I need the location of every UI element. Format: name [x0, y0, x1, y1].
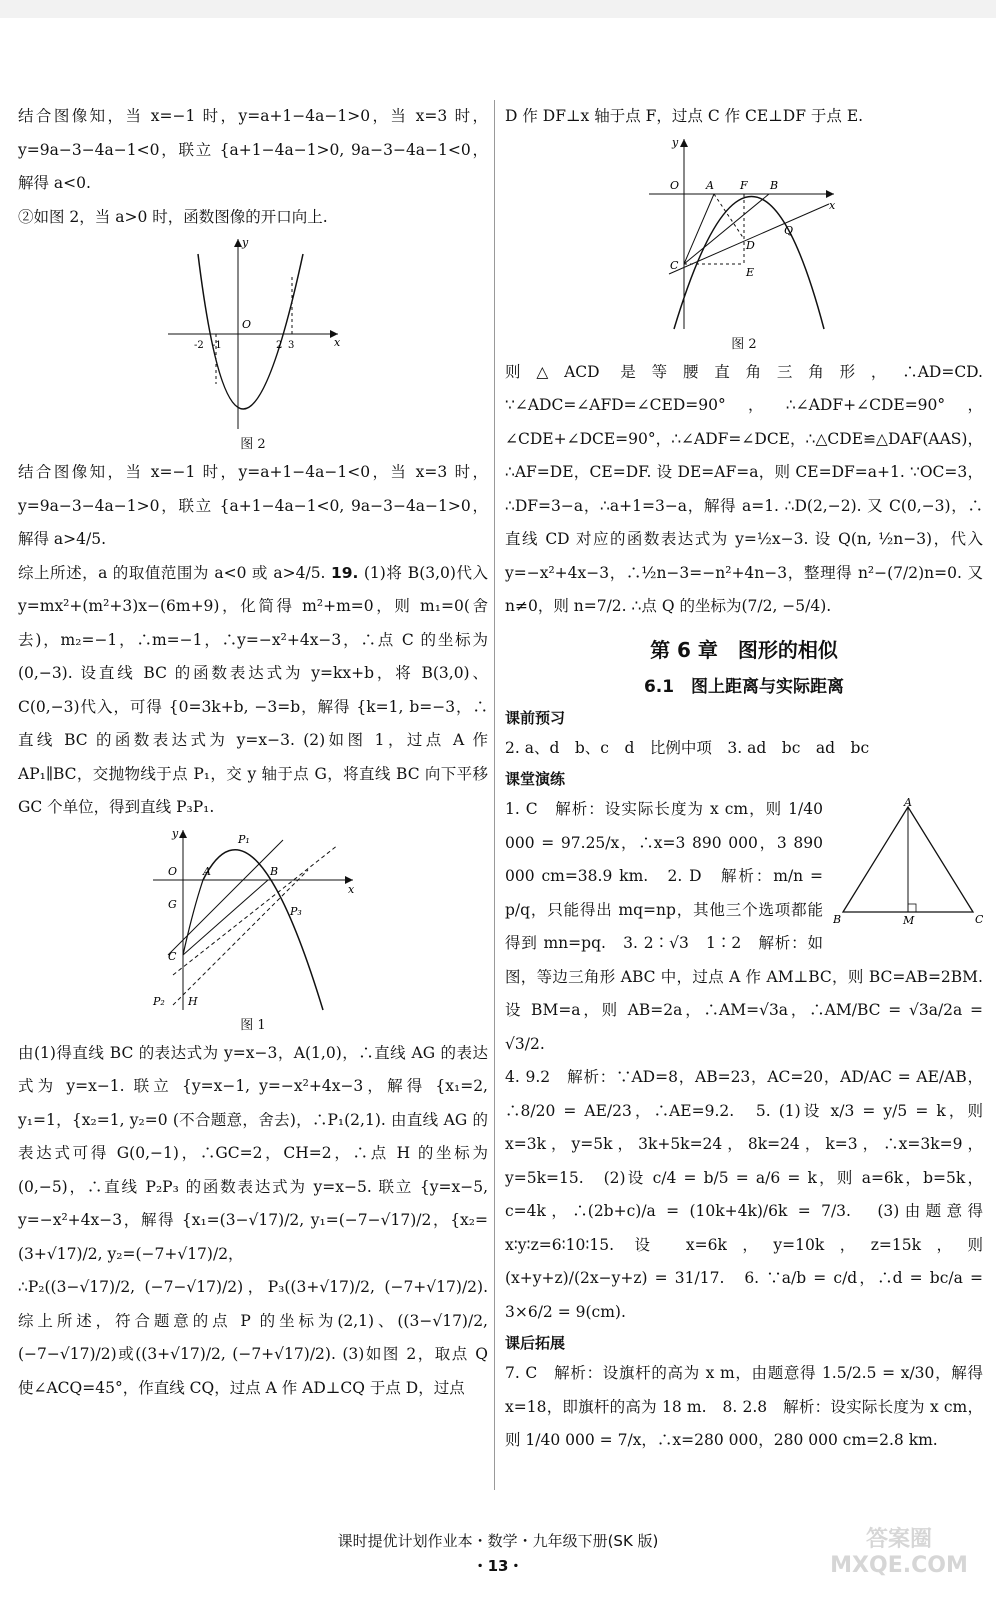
- parabola-figure-1: [148, 825, 358, 1015]
- class-practice-heading: 课堂演练: [505, 770, 566, 788]
- right-figure-2-caption: 图 2: [731, 336, 757, 352]
- pre-study-answers: 2. a、d b、c d 比例中项 3. ad bc ad bc: [505, 738, 870, 757]
- svg-text:P₃: P₃: [290, 904, 302, 918]
- svg-text:2: 2: [276, 340, 283, 351]
- footer-book-title: 课时提优计划作业本・数学・九年级下册(SK 版): [337, 1532, 659, 1550]
- watermark-logo: 答案圈 MXQE.COM: [830, 1527, 968, 1578]
- class-practice-answers-1: 1. C 解析：设实际长度为 x cm，则 1/40 000 = 97.25/x，∴x=3 890 000，3 890 000 cm=38.9 km. 2. D 解析：m/n = p/q，只能得出 mq=np，其他三个选项都能得到 mn=pq. 3. 2∶√3 1∶2 解析：如图，等边三角形 ABC 中，过点 A 作 AM⊥BC，则 BC=AB=2BM. 设 BM=a，则 AB=2a，∴AM=√3a，∴AM/BC = √3a/2a = √3/2.: [505, 800, 983, 1053]
- svg-text:P₂: P₂: [153, 994, 165, 1008]
- svg-text:D: D: [746, 238, 755, 252]
- svg-text:O: O: [670, 178, 680, 192]
- svg-text:A: A: [203, 864, 211, 878]
- svg-text:B: B: [833, 913, 842, 926]
- svg-text:M: M: [903, 914, 915, 927]
- left-paragraph-2: ②如图 2，当 a>0 时，函数图像的开口向上.: [18, 207, 328, 226]
- after-class-answers: 7. C 解析：设旗杆的高为 x m，由题意得 1.5/2.5 = x/30，解得 x=18，即旗杆的高为 18 m. 8. 2.8 解析：设实际长度为 x cm，则 1/40 000 = 7/x，∴x=280 000，280 000 cm=2.8 km.: [505, 1364, 983, 1449]
- left-paragraph-5: 由(1)得直线 BC 的表达式为 y=x−3，A(1,0)，∴直线 AG 的表达式为 y=x−1. 联立 {y=x−1, y=−x²+4x−3，解得 {x₁=2, y₁=1，{x₂=1, y₂=0 (不合题意，舍去)，∴P₁(2,1). 由直线 AG 的表达式可得 G(0,−1)，∴GC=2，CH=2，∴点 H 的坐标为(0,−5)，∴直线 P₂P₃ 的函数表达式为 y=x−5. 联立 {y=x−5, y=−x²+4x−3，解得 {x₁=(3−√17)/2, y₁=(−7−√17)/2，{x₂=(3+√17)/2, y₂=(−7+√17)/2，: [18, 1043, 488, 1263]
- svg-text:P₁: P₁: [238, 832, 250, 846]
- equilateral-triangle-figure: [833, 797, 983, 927]
- upward-parabola-figure: [158, 234, 348, 434]
- top-edge: [0, 0, 996, 18]
- chapter-title: 第 6 章 图形的相似: [650, 637, 838, 662]
- svg-text:F: F: [740, 178, 748, 192]
- right-paragraph-2: 则△ACD 是等腰直角三角形，∴AD=CD. ∵∠ADC=∠AFD=∠CED=90°，∴∠ADF+∠CDE=90°，∠CDE+∠DCE=90°，∴∠ADF=∠DCE，∴△CDE≌△DAF(AAS)，∴AF=DE，CE=DF. 设 DE=AF=a，则 CE=DF=a+1. ∵OC=3，∴DF=3−a，∴a+1=3−a，解得 a=1. ∴D(2,−2). 又 C(0,−3)，∴直线 CD 对应的函数表达式为 y=½x−3. 设 Q(n, ½n−3)，代入 y=−x²+4x−3，∴½n−3=−n²+4n−3，整理得 n²−(7/2)n=0. 又 n≠0，则 n=7/2. ∴点 Q 的坐标为(7/2, −5/4).: [505, 362, 983, 615]
- svg-text:C: C: [975, 913, 983, 926]
- left-paragraph-4: [18, 557, 488, 825]
- left-figure-2-caption: 图 2: [240, 437, 266, 452]
- svg-text:x: x: [334, 336, 341, 349]
- svg-text:Q: Q: [784, 223, 794, 237]
- svg-text:C: C: [168, 949, 177, 963]
- pre-study-heading: 课前预习: [505, 708, 566, 727]
- left-paragraph-6: ∴P₂((3−√17)/2, (−7−√17)/2)，P₃((3+√17)/2, (−7+√17)/2). 综上所述，符合题意的点 P 的坐标为(2,1)、((3−√17)/2, (−7−√17)/2)或((3+√17)/2, (−7+√17)/2). (3)如图 2，取点 Q 使∠ACQ=45°，作直线 CQ，过点 A 作 AD⊥CQ 于点 D，过点: [18, 1278, 488, 1397]
- svg-text:-2: -2: [194, 340, 204, 351]
- question-19-number: 19.: [330, 563, 359, 582]
- column-divider: [494, 100, 495, 1490]
- page-number: ・13・: [472, 1557, 524, 1575]
- svg-text:B: B: [270, 864, 279, 878]
- left-column: [18, 100, 488, 1405]
- left-paragraph-3: 结合图像知，当 x=−1 时，y=a+1−4a−1<0，当 x=3 时，y=9a−3−4a−1>0，联立 {a+1−4a−1<0, 9a−3−4a−1>0，解得 a>4/5.: [18, 463, 488, 548]
- svg-text:y: y: [672, 135, 679, 149]
- svg-text:B: B: [770, 178, 779, 192]
- svg-text:H: H: [188, 994, 198, 1008]
- svg-text:x: x: [348, 882, 355, 896]
- svg-text:3: 3: [288, 340, 295, 351]
- left-paragraph-1: 结合图像知，当 x=−1 时，y=a+1−4a−1>0，当 x=3 时，y=9a−3−4a−1<0，联立 {a+1−4a−1>0, 9a−3−4a−1<0，解得 a<0.: [18, 107, 488, 192]
- svg-text:O: O: [168, 864, 178, 878]
- svg-text:A: A: [706, 178, 714, 192]
- svg-text:y: y: [242, 236, 249, 249]
- parabola-figure-2-right: [644, 134, 844, 334]
- after-class-heading: 课后拓展: [505, 1334, 566, 1352]
- svg-text:-1: -1: [212, 340, 222, 351]
- right-column: [505, 100, 983, 1458]
- svg-text:C: C: [670, 258, 679, 272]
- svg-text:E: E: [746, 265, 755, 279]
- left-figure-1-caption: 图 1: [240, 1017, 266, 1033]
- class-practice-answers-2: 4. 9.2 解析：∵AD=8，AB=23，AC=20，AD/AC = AE/AB，∴8/20 = AE/23，∴AE=9.2. 5. (1)设 x/3 = y/5 = k，则 x=3k，y=5k，3k+5k=24，8k=24，k=3，∴x=3k=9，y=5k=15. (2)设 c/4 = b/5 = a/6 = k，则 a=6k，b=5k，c=4k，∴(2b+c)/a = (10k+4k)/6k = 7/3. (3)由题意得 x∶y∶z=6∶10∶15. 设 x=6k，y=10k，z=15k，则 (x+y+z)/(2x−y+z) = 31/17. 6. ∵a/b = c/d，∴d = bc/a = 3×6/2 = 9(cm).: [505, 1068, 983, 1321]
- svg-text:y: y: [172, 826, 179, 840]
- section-title: 6.1 图上距离与实际距离: [643, 676, 845, 697]
- svg-text:O: O: [242, 318, 252, 331]
- right-paragraph-1: D 作 DF⊥x 轴于点 F，过点 C 作 CE⊥DF 于点 E.: [505, 107, 864, 125]
- svg-text:G: G: [168, 897, 177, 911]
- svg-text:A: A: [904, 797, 912, 809]
- left-paragraph-4-summary: 综上所述，a 的取值范围为 a<0 或 a>4/5.: [18, 563, 326, 582]
- question-19-text: (1)将 B(3,0)代入 y=mx²+(m²+3)x−(6m+9)，化简得 m²+m=0，则 m₁=0(舍去)，m₂=−1，∴m=−1，∴y=−x²+4x−3，∴点 C 的坐标为(0,−3). 设直线 BC 的函数表达式为 y=kx+b，将 B(3,0)、C(0,−3)代入，可得 {0=3k+b, −3=b，解得 {k=1, b=−3，∴直线 BC 的函数表达式为 y=x−3. (2)如图 1，过点 A 作 AP₁∥BC，交抛物线于点 P₁，交 y 轴于点 G，将直线 BC 向下平移 GC 个单位，得到直线 P₃P₁.: [18, 563, 488, 816]
- svg-text:x: x: [829, 198, 836, 212]
